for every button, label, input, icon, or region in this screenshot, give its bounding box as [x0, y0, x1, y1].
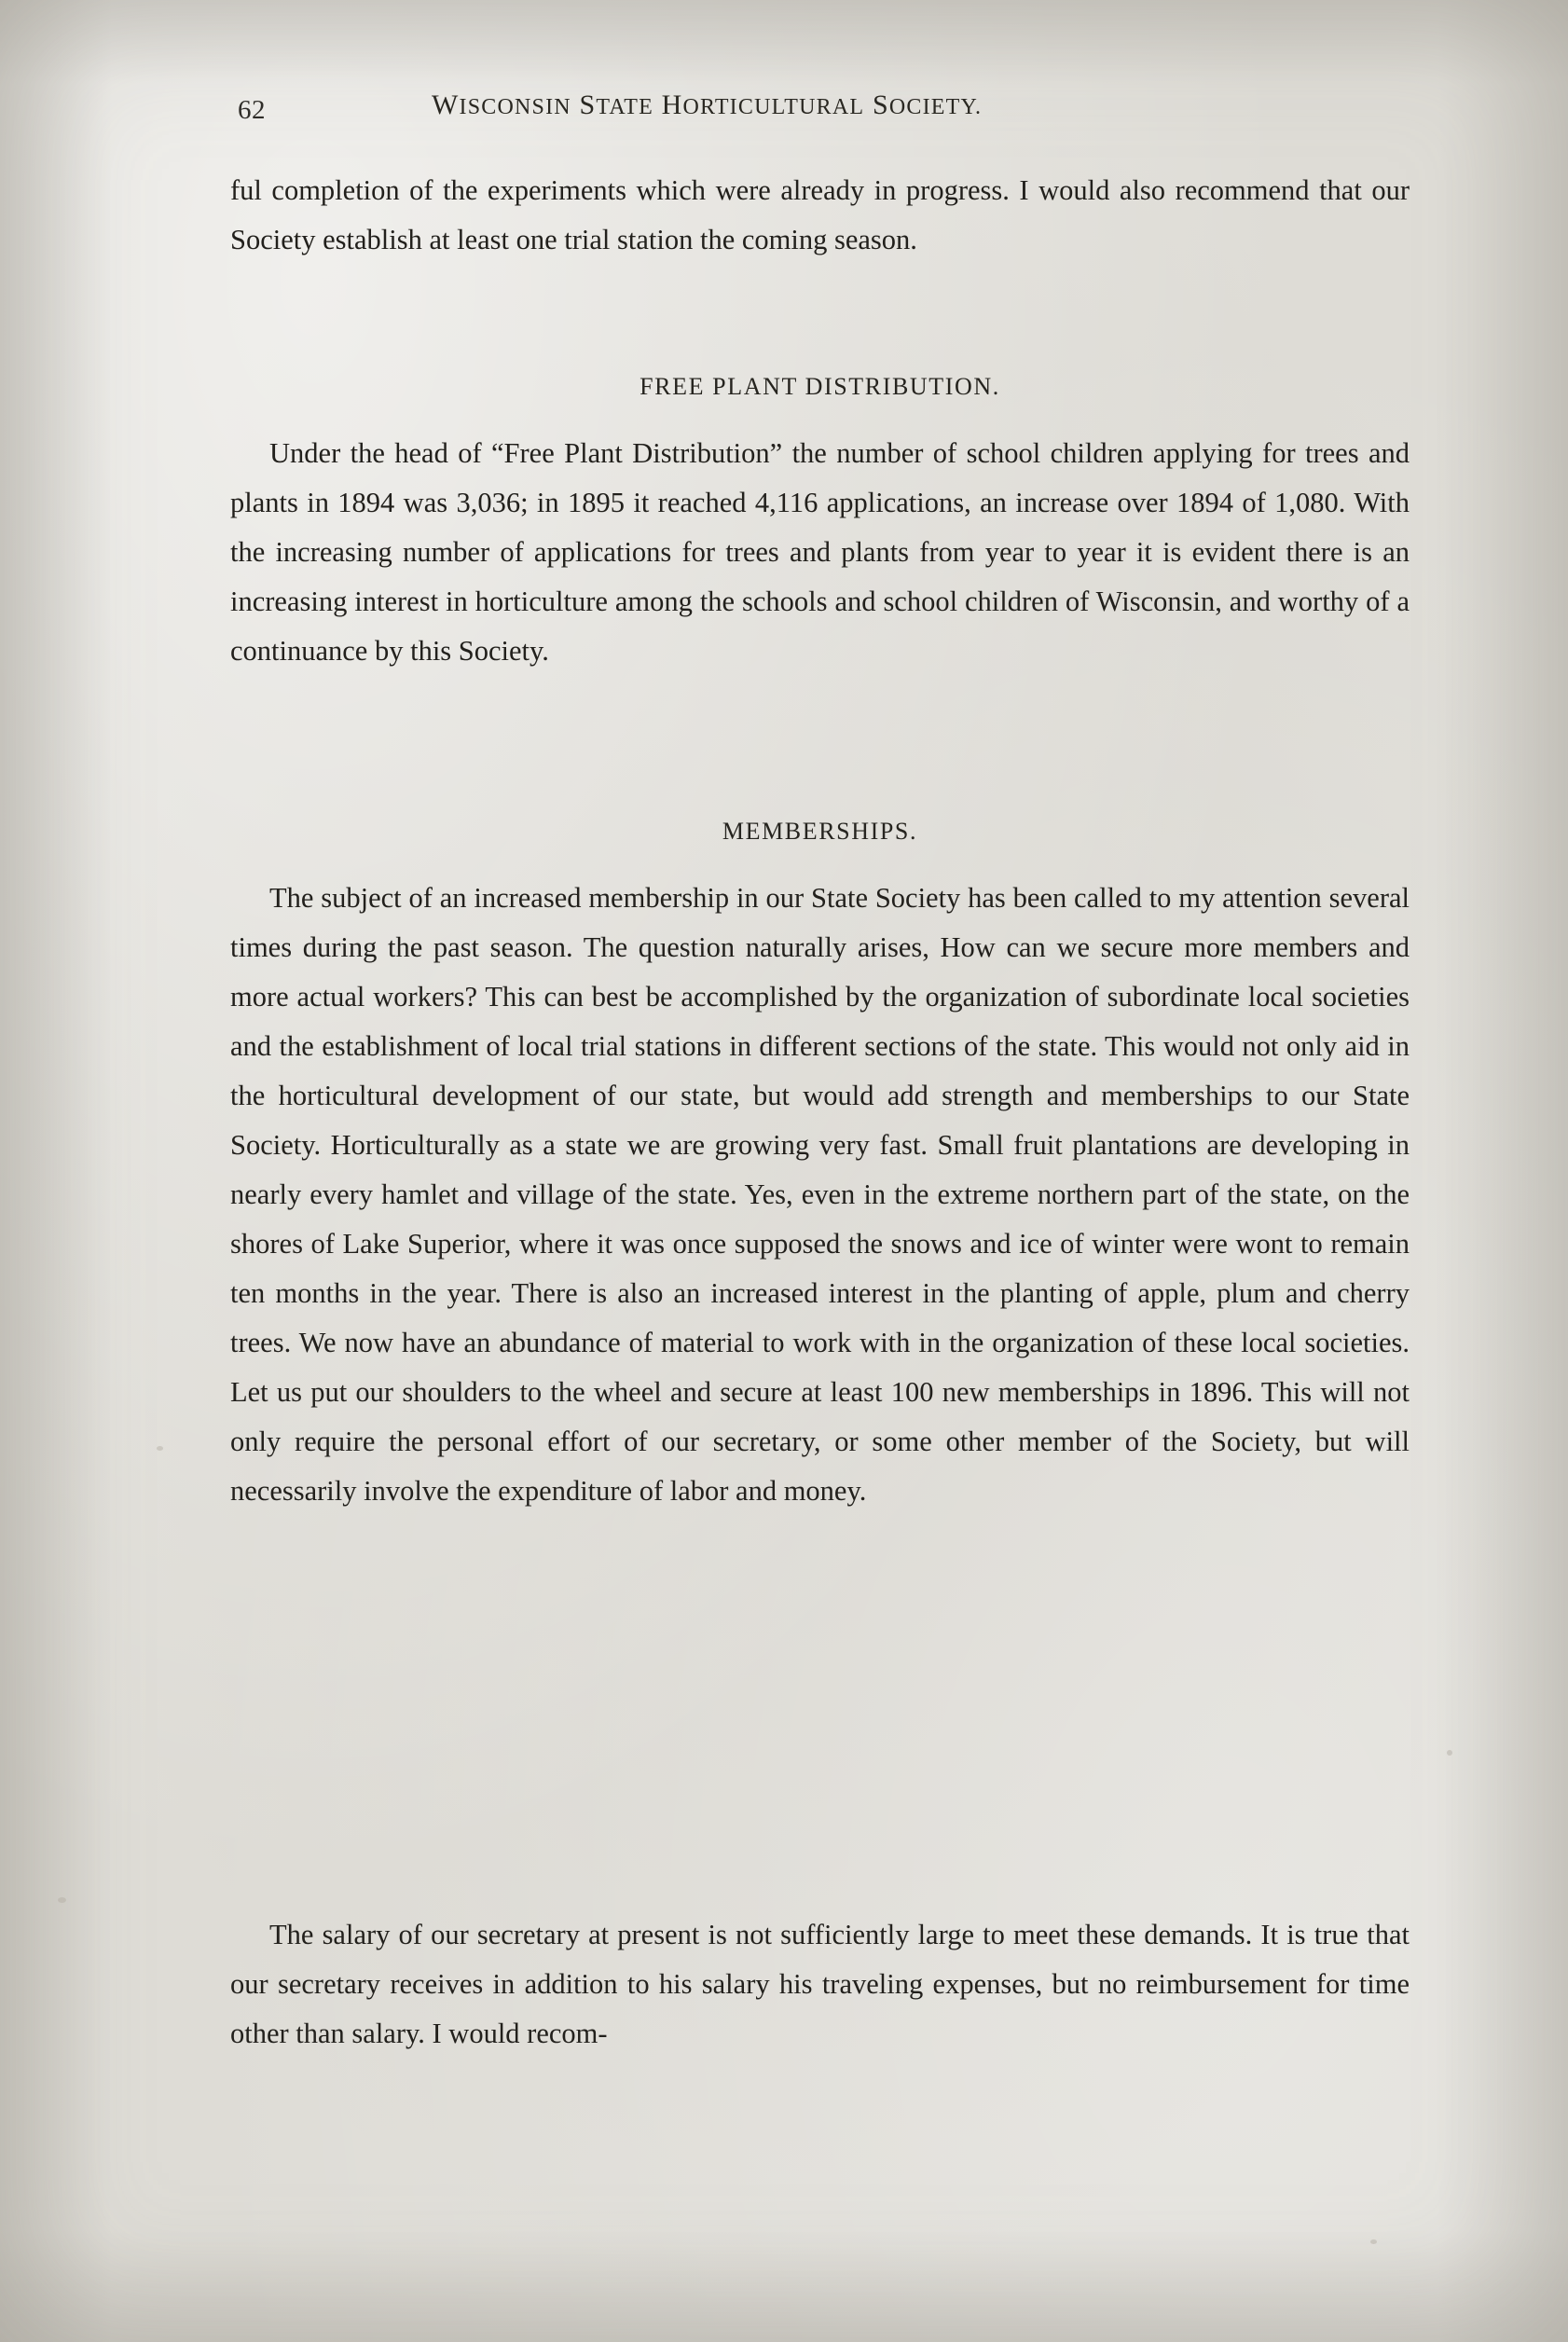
section-heading-memberships: MEMBERSHIPS.: [722, 818, 918, 845]
page-edge-shading-top: [0, 0, 1568, 84]
paragraph-text: Under the head of “Free Plant Distribution” the number of school children applying for trees and plants in 1894 was 3,036; in 1895 it reached 4,116 applications, an increase over 1894 of 1,080. With the increasing number of applications for trees and plants from year to year it is evident there is an increasing interest in horticulture among the schools and school children of Wisconsin, and worthy of a continuance by this Society.: [230, 437, 1410, 667]
paper-speck: [1447, 1750, 1452, 1756]
page-edge-shading-left: [0, 0, 112, 2342]
page-edge-shading-right: [1437, 0, 1568, 2342]
page-edge-shading-bottom: [0, 2230, 1568, 2342]
section-heading-free-plant-distribution: FREE PLANT DISTRIBUTION.: [640, 373, 1000, 400]
body-paragraph: [230, 429, 1410, 676]
paper-speck: [1370, 2239, 1377, 2244]
page-header: [230, 90, 1410, 131]
body-paragraph: [230, 166, 1410, 265]
page-number: 62: [238, 95, 266, 125]
paragraph-text: ful completion of the experiments which were already in progress. I would also recommend that our Society establish at least one trial station the coming season.: [230, 174, 1410, 255]
paper-speck: [58, 1897, 66, 1903]
paper-speck: [157, 1446, 163, 1451]
running-head: WISCONSIN STATE HORTICULTURAL SOCIETY.: [432, 90, 983, 120]
paragraph-text: The salary of our secretary at present is not sufficiently large to meet these demands. It is true that our secretary receives in addition to his salary his traveling expenses, but no reimbursement for time other than salary. I would recom-: [230, 1919, 1410, 2049]
body-paragraph: [230, 874, 1410, 1516]
body-paragraph: [230, 1910, 1410, 2059]
paragraph-text: The subject of an increased membership in our State Society has been called to my attention several times during the past season. The question naturally arises, How can we secure more members and more actual workers? This can best be accomplished by the organization of subordinate local societies and the establishment of local trial stations in different sections of the state. This would not only aid in the horticultural development of our state, but would add strength and memberships to our State Society. Horticulturally as a state we are growing very fast. Small fruit plantations are developing in nearly every hamlet and village of the state. Yes, even in the extreme northern part of the state, on the shores of Lake Superior, where it was once supposed the snows and ice of winter were wont to remain ten months in the year. There is also an increased interest in the planting of apple, plum and cherry trees. We now have an abundance of material to work with in the organization of these local societies. Let us put our shoulders to the wheel and secure at least 100 new memberships in 1896. This will not only require the personal effort of our secretary, or some other member of the Society, but will necessarily involve the expenditure of labor and money.: [230, 882, 1410, 1507]
